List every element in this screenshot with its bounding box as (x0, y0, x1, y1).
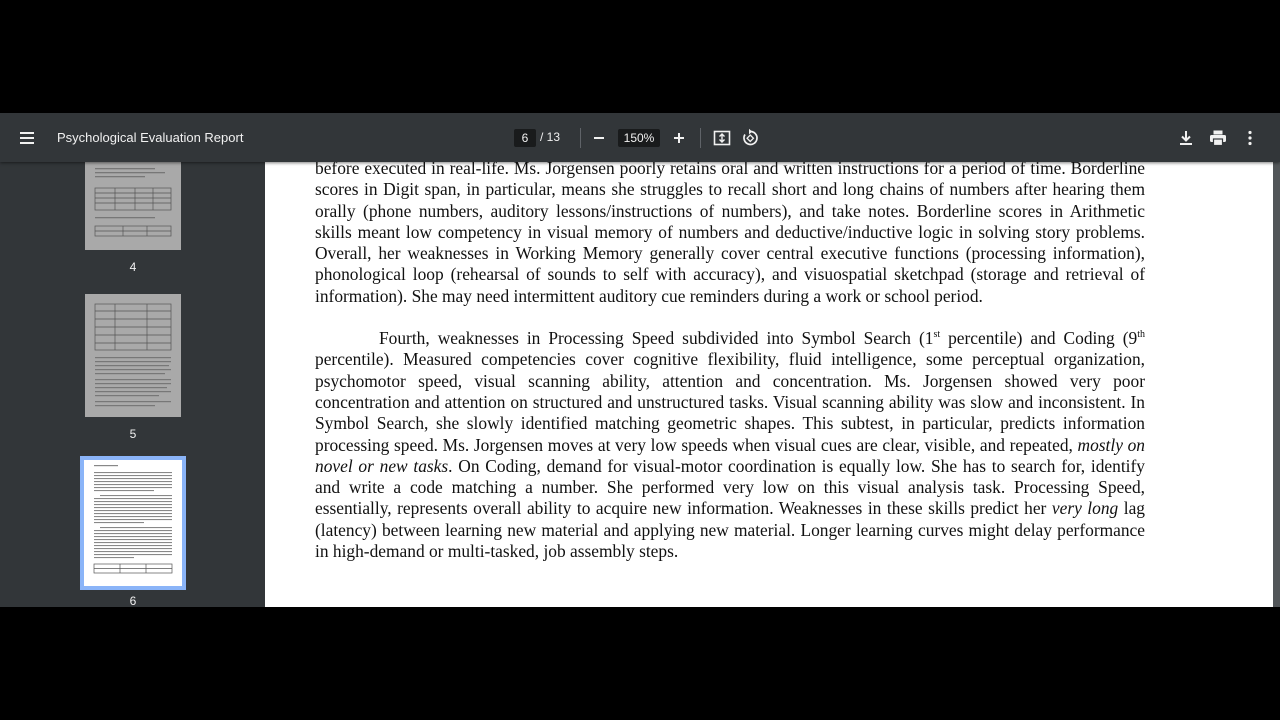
page-body (315, 162, 1145, 562)
more-vert-icon (1239, 127, 1261, 149)
page-number-input[interactable]: 6 (514, 129, 536, 147)
toolbar-divider (580, 128, 581, 148)
more-options-button[interactable] (1239, 127, 1261, 149)
rotate-button[interactable] (739, 127, 761, 149)
thumbnail-label: 6 (129, 594, 137, 607)
page-scroll-gutter[interactable] (1273, 162, 1280, 607)
rotate-icon (739, 127, 761, 149)
thumbnail-sidebar (0, 162, 265, 607)
minus-icon (588, 127, 610, 149)
toolbar (0, 113, 1280, 162)
thumbnail-page-5[interactable] (85, 294, 181, 417)
thumbnail-label: 5 (129, 427, 137, 441)
paragraph-working-memory: before executed in real-life. Ms. Jorgensen poorly retains oral and written instructions for a period of time. Borderline scores in Digit span, in particular, means she struggles to recall short and long chains of numbers after hearing them orally (phone numbers, auditory lessons/instructions of numbers), and take notes. Borderline scores in Arithmetic skills meant low competency in visual memory of numbers and deductive/inductive logic in solving story problems. Overall, her weaknesses in Working Memory generally cover central executive functions (processing information), phonological loop (rehearsal of sounds to self with accuracy), and visuospatial sketchpad (storage and retrieval of information). She may need intermittent auditory cue reminders during a work or school period. (315, 162, 1145, 306)
download-button[interactable] (1175, 127, 1197, 149)
page-preview (85, 162, 181, 250)
zoom-level-input[interactable]: 150% (618, 129, 660, 147)
print-icon (1207, 127, 1229, 149)
fit-page-icon (711, 127, 733, 149)
document-page (265, 162, 1273, 607)
zoom-in-button[interactable] (668, 127, 690, 149)
page-total: / 13 (540, 130, 561, 144)
toolbar-divider (700, 128, 701, 148)
thumbnail-page-6[interactable] (80, 456, 186, 590)
print-button[interactable] (1207, 127, 1229, 149)
fit-page-button[interactable] (711, 127, 733, 149)
thumbnail-page-4[interactable] (85, 162, 181, 250)
document-title: Psychological Evaluation Report (57, 130, 244, 145)
paragraph-processing-speed: Fourth, weaknesses in Processing Speed subdivided into Symbol Search (1st percentile) and Coding (9th percentile). Measured competencies cover cognitive flexibility, fluid intelligence, some perceptual organization, psychomotor speed, visual scanning ability, attention and concentration. Ms. Jorgensen showed very poor concentration and attention on structured and unstructured tasks. Visual scanning ability was slow and inconsistent. In Symbol Search, she slowly identified matching geometric shapes. This subtest, in particular, predicts information processing speed. Ms. Jorgensen moves at very low speeds when visual cues are clear, visible, and repeated, mostly on novel or new tasks. On Coding, demand for visual-motor coordination is equally low. She has to search for, identify and write a code matching a number. She performed very low on this visual analysis task. Processing Speed, essentially, represents overall ability to acquire new information. Weaknesses in these skills predict her very long lag (latency) between learning new material and applying new material. Longer learning curves might delay performance in high-demand or multi-tasked, job assembly steps. (315, 328, 1145, 562)
menu-icon[interactable] (18, 128, 38, 148)
page-preview (85, 294, 181, 417)
pdf-viewer (0, 113, 1280, 607)
zoom-out-button[interactable] (588, 127, 610, 149)
thumbnail-label: 4 (129, 260, 137, 274)
page-preview (84, 460, 182, 586)
plus-icon (668, 127, 690, 149)
download-icon (1175, 127, 1197, 149)
